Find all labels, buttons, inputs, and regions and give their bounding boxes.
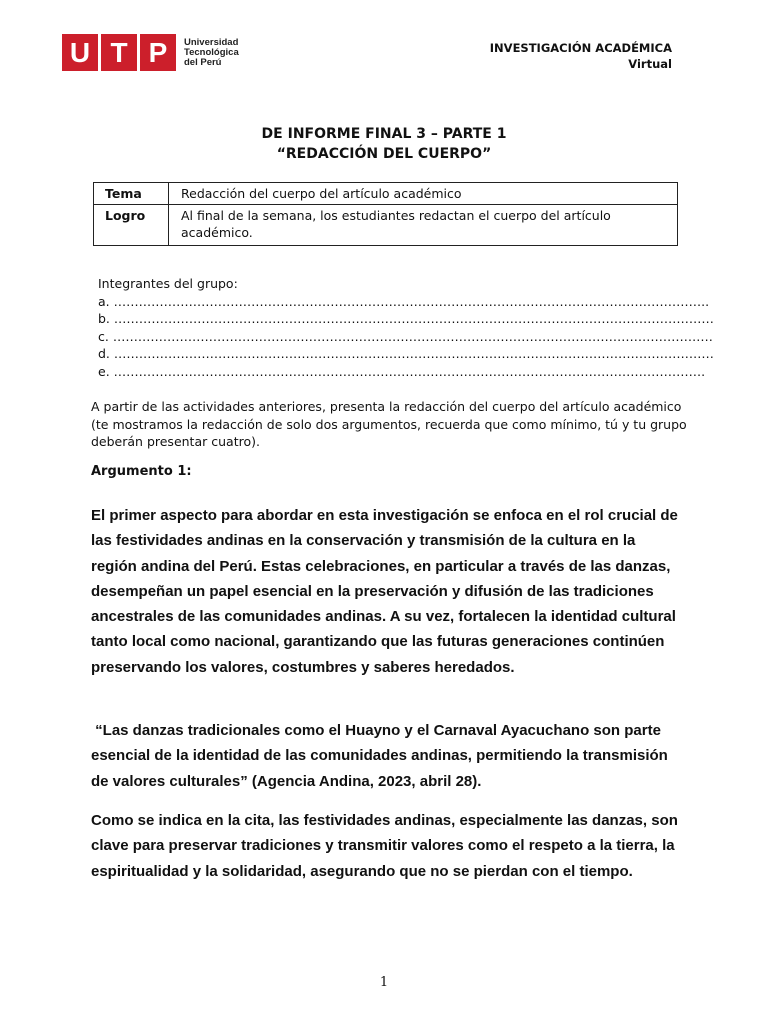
members-label: Integrantes del grupo: bbox=[98, 276, 238, 291]
member-line-b: b. ……………………………………………………………………………………………………………………………… bbox=[98, 311, 714, 326]
table-value-tema: Redacción del cuerpo del artículo académico bbox=[169, 183, 678, 205]
info-table bbox=[93, 182, 678, 246]
document-title bbox=[0, 124, 768, 164]
utp-logo bbox=[62, 34, 239, 71]
logo-letter-u: U bbox=[62, 34, 98, 71]
logo-wordmark bbox=[184, 38, 239, 68]
header-course-info bbox=[490, 40, 672, 72]
title-line-1: DE INFORME FINAL 3 – PARTE 1 bbox=[261, 126, 507, 142]
logo-text-line: del Perú bbox=[184, 56, 222, 68]
argument-paragraph-3: Como se indica en la cita, las festividades andinas, especialmente las danzas, son clave para preservar tradiciones y transmitir valores como el respeto a la tierra, la espiritualidad y la solidaridad, asegurando que no se pierdan con el tiempo. bbox=[91, 812, 678, 880]
title-line-2: “REDACCIÓN DEL CUERPO” bbox=[276, 146, 492, 162]
member-line-d: d. ……………………………………………………………………………………………………………………………… bbox=[98, 346, 714, 361]
member-line-c: c. ……………………………………………………………………………………………………………………………… bbox=[98, 328, 713, 344]
instructions-paragraph: A partir de las actividades anteriores, presenta la redacción del cuerpo del artículo académico (te mostramos la redacción de solo dos argumentos, recuerda que como mínimo, tú y tu grupo deberán presentar cuatro). bbox=[91, 399, 687, 449]
argument-quote: “Las danzas tradicionales como el Huayno y el Carnaval Ayacuchano son parte esencial de la identidad de las comunidades andinas, permitiendo la transmisión de valores culturales” (Agencia Andina, 2023, abril 28). bbox=[91, 722, 672, 790]
table-row bbox=[94, 205, 678, 246]
course-modality: Virtual bbox=[628, 57, 672, 71]
table-value-logro: Al final de la semana, los estudiantes redactan el cuerpo del artículo académico. bbox=[169, 205, 678, 246]
group-members bbox=[98, 275, 714, 380]
table-row bbox=[94, 183, 678, 205]
table-key-logro: Logro bbox=[94, 205, 169, 246]
logo-letters bbox=[62, 34, 176, 71]
logo-letter-p: P bbox=[140, 34, 176, 71]
member-line-e: e. ……………………………………………………………………………………………………………………………. bbox=[98, 363, 706, 379]
logo-text-line: Universidad bbox=[184, 36, 239, 48]
logo-letter-t: T bbox=[101, 34, 137, 71]
page-number: 1 bbox=[379, 975, 389, 990]
member-line-a: a. …………………………………………………………………………………………………………………………….. bbox=[98, 293, 710, 309]
argument-heading: Argumento 1: bbox=[91, 464, 192, 479]
logo-text-line: Tecnológica bbox=[184, 46, 239, 58]
table-key-tema: Tema bbox=[94, 183, 169, 205]
course-name: INVESTIGACIÓN ACADÉMICA bbox=[489, 41, 672, 55]
argument-paragraph-1: El primer aspecto para abordar en esta investigación se enfoca en el rol crucial de las festividades andinas en la conservación y transmisión de la cultura en la región andina del Perú. Estas celebraciones, en particular a través de las danzas, desempeñan un papel esencial en la preservación y difusión de las tradiciones ancestrales de las comunidades andinas. A su vez, fortalecen la identidad cultural tanto local como nacional, garantizando que las futuras generaciones continúen preservando los valores, costumbres y saberes heredados. bbox=[91, 507, 678, 676]
